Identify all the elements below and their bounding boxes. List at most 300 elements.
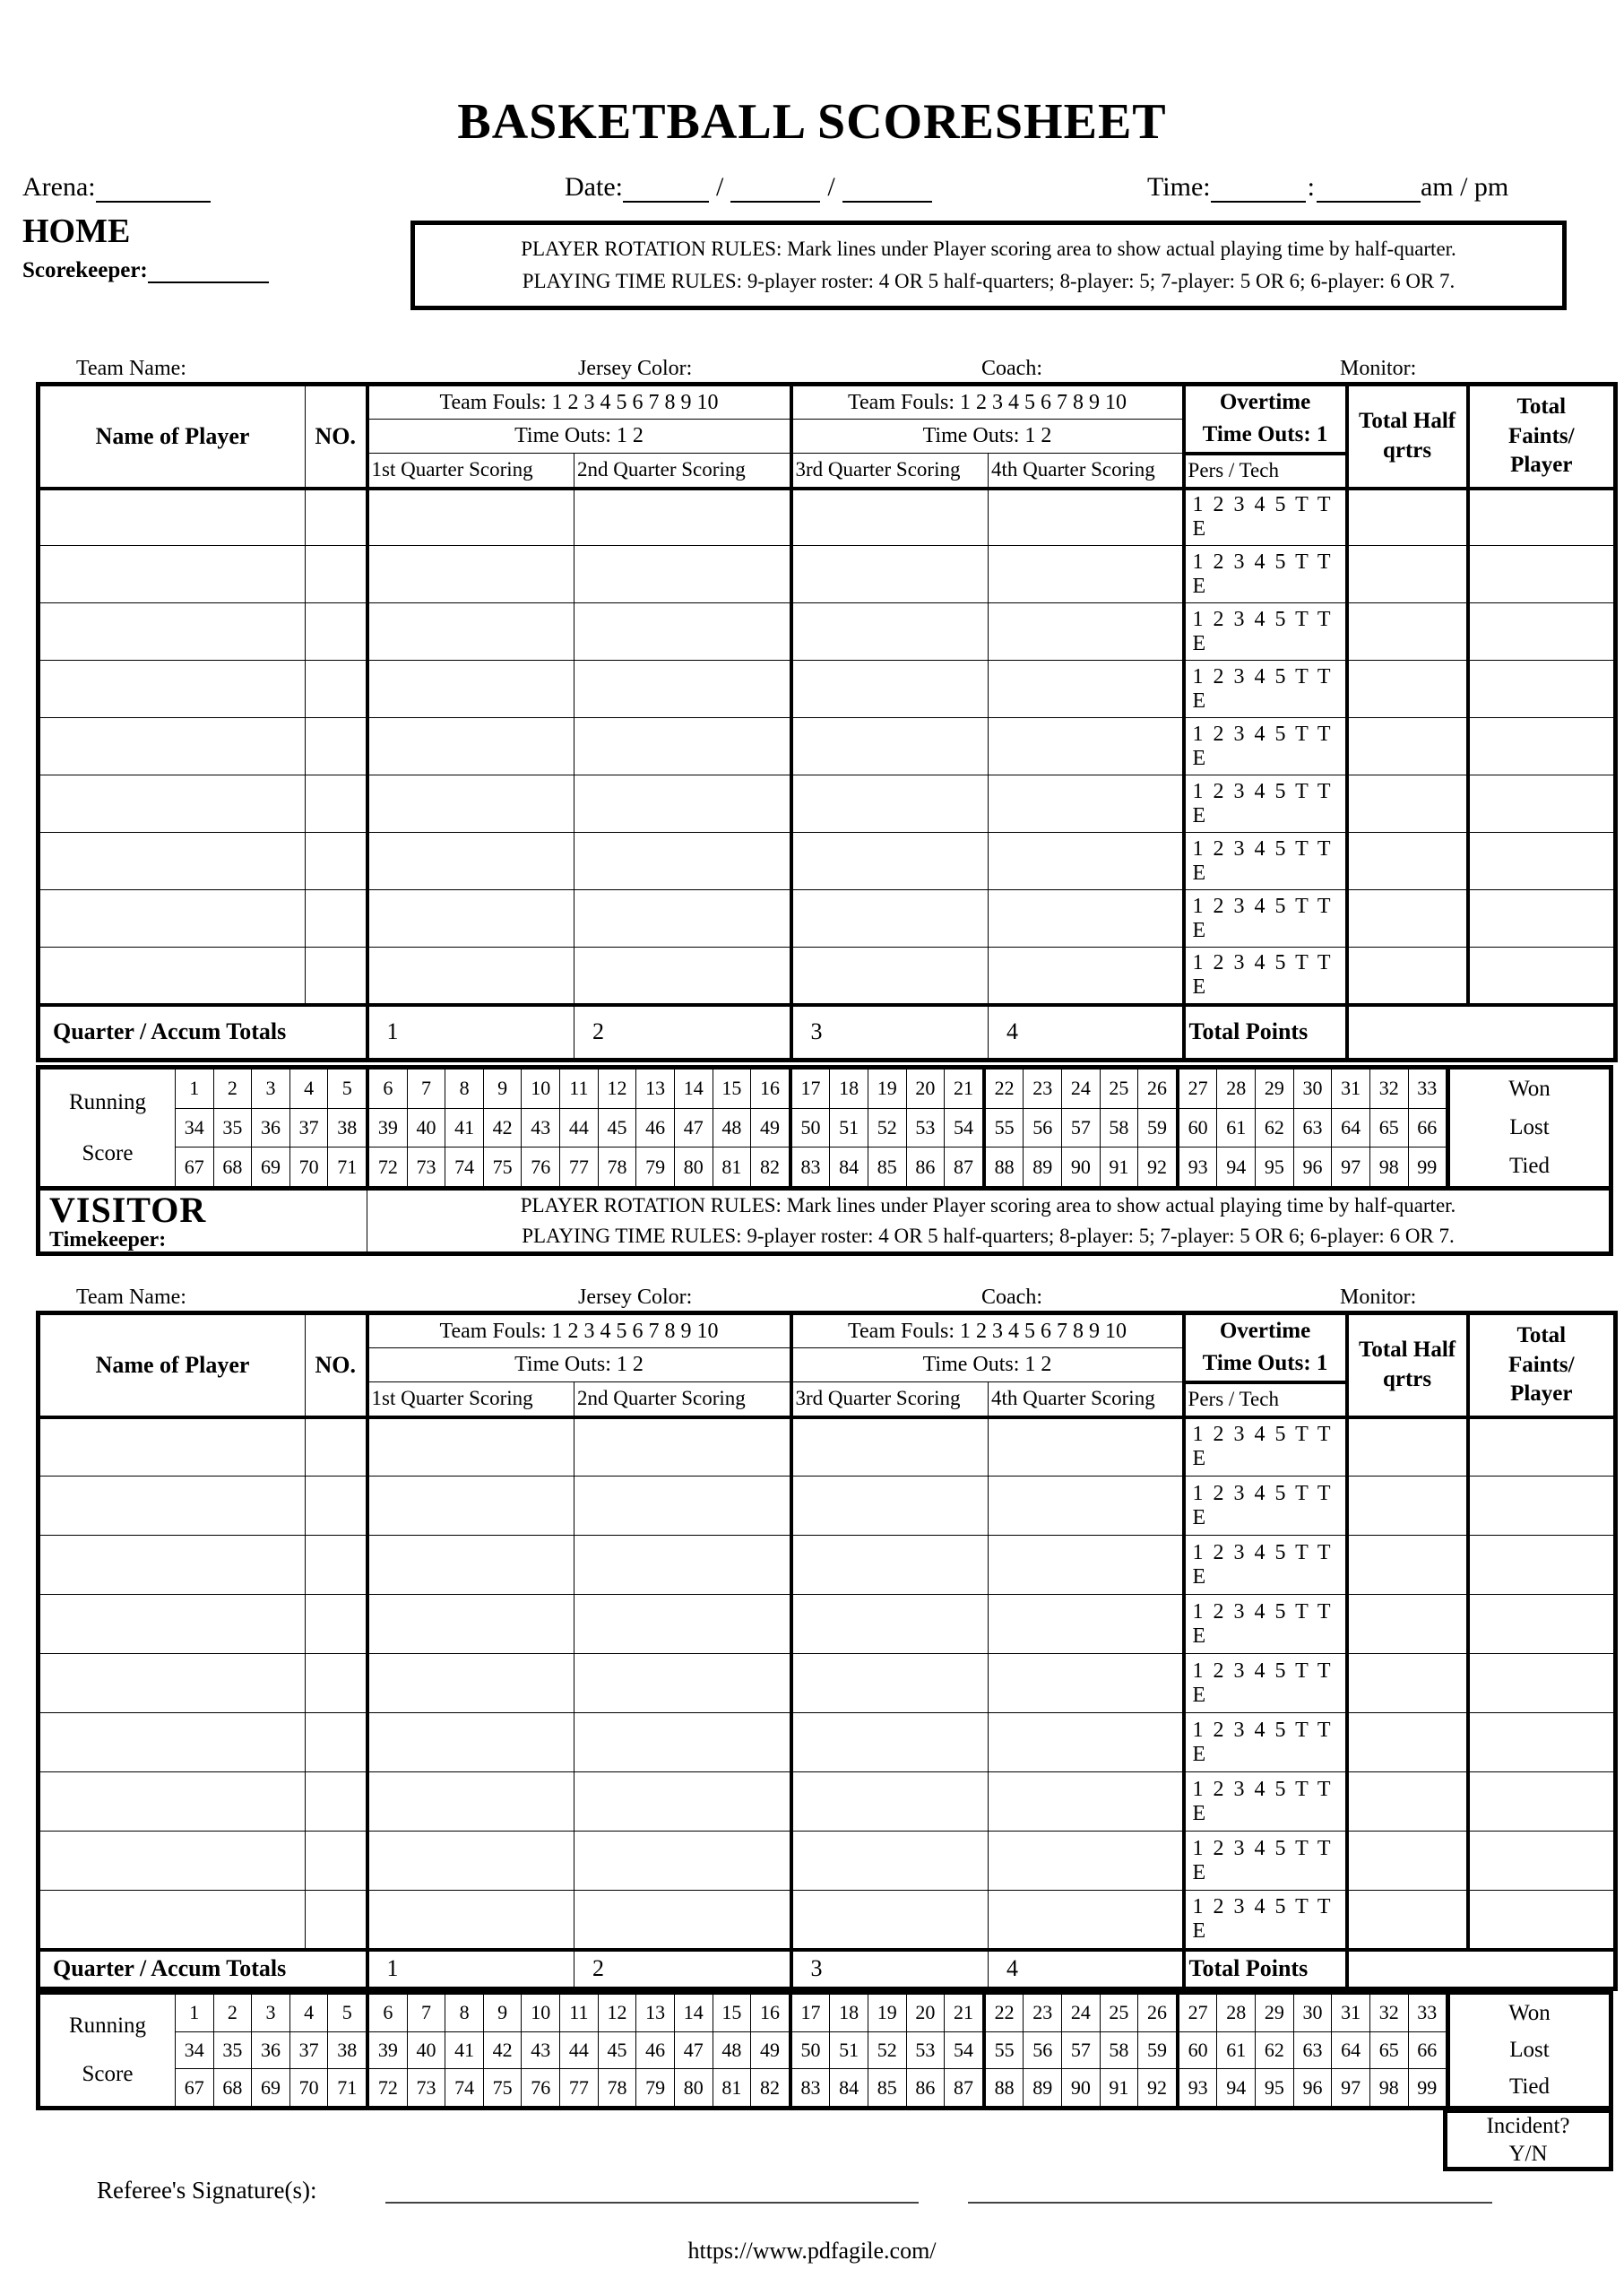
running-score-cell[interactable]: 25: [1100, 1995, 1138, 2031]
team-fouls-half1[interactable]: Team Fouls: 1 2 3 4 5 6 7 8 9 10: [367, 1313, 791, 1348]
running-score-cell[interactable]: 15: [713, 1995, 751, 2031]
running-score-cell[interactable]: 68: [213, 1148, 252, 1186]
personal-fouls-cell[interactable]: 1 2 3 4 5 T T E: [1184, 718, 1347, 775]
running-score-cell[interactable]: 74: [445, 1148, 483, 1186]
player-no-cell[interactable]: [306, 546, 367, 603]
q3-scoring-cell[interactable]: [791, 1891, 989, 1950]
q4-scoring-cell[interactable]: [989, 948, 1184, 1005]
player-no-cell[interactable]: [306, 718, 367, 775]
q4-scoring-cell[interactable]: [989, 775, 1184, 833]
q1-scoring-cell[interactable]: [367, 948, 574, 1005]
time-hour-line[interactable]: [1211, 176, 1306, 203]
referee-signature-line-1[interactable]: [385, 2202, 919, 2204]
running-score-cell[interactable]: 69: [251, 1148, 289, 1186]
running-score-cell[interactable]: 6: [366, 1070, 407, 1108]
timeouts-half2[interactable]: Time Outs: 1 2: [791, 1348, 1184, 1382]
total-half-qrtrs-cell[interactable]: [1347, 775, 1468, 833]
running-score-cell[interactable]: 45: [598, 1109, 636, 1148]
player-name-cell[interactable]: [39, 718, 306, 775]
running-score-cell[interactable]: 59: [1137, 1109, 1176, 1148]
running-score-cell[interactable]: 10: [521, 1995, 559, 2031]
q2-scoring-cell[interactable]: [574, 603, 791, 661]
running-score-cell[interactable]: 41: [445, 1109, 483, 1148]
won-option[interactable]: Won: [1508, 2000, 1551, 2025]
running-score-cell[interactable]: 28: [1216, 1995, 1255, 2031]
personal-fouls-cell[interactable]: 1 2 3 4 5 T T E: [1184, 948, 1347, 1005]
running-score-cell[interactable]: 83: [789, 2069, 830, 2106]
running-score-cell[interactable]: 9: [483, 1995, 522, 2031]
running-score-cell[interactable]: 72: [366, 2069, 407, 2106]
personal-fouls-cell[interactable]: 1 2 3 4 5 T T E: [1184, 1595, 1347, 1654]
player-name-cell[interactable]: [39, 890, 306, 948]
player-no-cell[interactable]: [306, 1891, 367, 1950]
total-faints-cell[interactable]: [1468, 833, 1616, 890]
running-score-cell[interactable]: 16: [750, 1070, 789, 1108]
q1-scoring-cell[interactable]: [367, 833, 574, 890]
running-score-cell[interactable]: 94: [1216, 2069, 1255, 2106]
q3-scoring-cell[interactable]: [791, 775, 989, 833]
running-score-cell[interactable]: 74: [445, 2069, 483, 2106]
total-faints-cell[interactable]: [1468, 661, 1616, 718]
q4-scoring-cell[interactable]: [989, 1417, 1184, 1477]
q3-scoring-cell[interactable]: [791, 1477, 989, 1536]
running-score-cell[interactable]: 2: [213, 1995, 252, 2031]
jersey-color-label[interactable]: Jersey Color:: [578, 1286, 693, 1309]
q2-scoring-cell[interactable]: [574, 948, 791, 1005]
total-half-qrtrs-cell[interactable]: [1347, 546, 1468, 603]
total-half-qrtrs-cell[interactable]: [1347, 1595, 1468, 1654]
running-score-cell[interactable]: 89: [1023, 2069, 1061, 2106]
running-score-cell[interactable]: 60: [1176, 2032, 1217, 2069]
running-score-cell[interactable]: 87: [944, 2069, 982, 2106]
q3-scoring-cell[interactable]: [791, 1772, 989, 1832]
running-score-cell[interactable]: 62: [1255, 2032, 1293, 2069]
total-faints-cell[interactable]: [1468, 1417, 1616, 1477]
running-score-cell[interactable]: 40: [407, 1109, 445, 1148]
running-score-cell[interactable]: 54: [944, 1109, 982, 1148]
scorekeeper-input-line[interactable]: [148, 260, 269, 283]
running-score-cell[interactable]: 37: [289, 1109, 328, 1148]
time-minute-line[interactable]: [1317, 176, 1421, 203]
running-score-cell[interactable]: 26: [1137, 1070, 1176, 1108]
total-points-cell[interactable]: [1347, 1005, 1616, 1061]
running-score-cell[interactable]: 93: [1176, 1148, 1217, 1186]
running-score-cell[interactable]: 27: [1176, 1995, 1217, 2031]
running-score-cell[interactable]: 18: [829, 1070, 868, 1108]
running-score-cell[interactable]: 98: [1369, 2069, 1408, 2106]
q3-scoring-cell[interactable]: [791, 1417, 989, 1477]
running-score-cell[interactable]: 3: [251, 1070, 289, 1108]
total-faints-cell[interactable]: [1468, 1832, 1616, 1891]
running-score-cell[interactable]: 39: [366, 2032, 407, 2069]
running-score-cell[interactable]: 76: [521, 2069, 559, 2106]
q4-scoring-cell[interactable]: [989, 890, 1184, 948]
player-no-cell[interactable]: [306, 948, 367, 1005]
personal-fouls-cell[interactable]: 1 2 3 4 5 T T E: [1184, 1772, 1347, 1832]
running-score-cell[interactable]: 61: [1216, 2032, 1255, 2069]
player-name-cell[interactable]: [39, 1536, 306, 1595]
personal-fouls-cell[interactable]: 1 2 3 4 5 T T E: [1184, 546, 1347, 603]
q1-scoring-cell[interactable]: [367, 775, 574, 833]
team-fouls-half1[interactable]: Team Fouls: 1 2 3 4 5 6 7 8 9 10: [367, 385, 791, 420]
q2-scoring-cell[interactable]: [574, 1595, 791, 1654]
total-faints-cell[interactable]: [1468, 603, 1616, 661]
player-name-cell[interactable]: [39, 661, 306, 718]
running-score-cell[interactable]: 46: [635, 1109, 674, 1148]
running-score-cell[interactable]: 88: [982, 1148, 1024, 1186]
q3-scoring-cell[interactable]: [791, 948, 989, 1005]
total-half-qrtrs-cell[interactable]: [1347, 890, 1468, 948]
running-score-cell[interactable]: 56: [1023, 2032, 1061, 2069]
running-score-cell[interactable]: 32: [1369, 1070, 1408, 1108]
running-score-cell[interactable]: 33: [1408, 1995, 1447, 2031]
q3-scoring-cell[interactable]: [791, 1713, 989, 1772]
running-score-cell[interactable]: 95: [1255, 1148, 1293, 1186]
q1-scoring-cell[interactable]: [367, 661, 574, 718]
total-half-qrtrs-cell[interactable]: [1347, 489, 1468, 546]
running-score-cell[interactable]: 48: [713, 1109, 751, 1148]
player-name-cell[interactable]: [39, 1595, 306, 1654]
q3-total-cell[interactable]: 3: [791, 1005, 989, 1061]
personal-fouls-cell[interactable]: 1 2 3 4 5 T T E: [1184, 1713, 1347, 1772]
player-name-cell[interactable]: [39, 1417, 306, 1477]
total-half-qrtrs-cell[interactable]: [1347, 1713, 1468, 1772]
q3-scoring-cell[interactable]: [791, 1832, 989, 1891]
running-score-cell[interactable]: 60: [1176, 1109, 1217, 1148]
q3-scoring-cell[interactable]: [791, 890, 989, 948]
running-score-cell[interactable]: 67: [175, 1148, 213, 1186]
running-score-cell[interactable]: 44: [559, 1109, 598, 1148]
running-score-cell[interactable]: 51: [829, 1109, 868, 1148]
running-score-cell[interactable]: 99: [1408, 1148, 1447, 1186]
lost-option[interactable]: Lost: [1509, 1114, 1550, 1139]
player-no-cell[interactable]: [306, 833, 367, 890]
running-score-cell[interactable]: 57: [1061, 2032, 1100, 2069]
running-score-cell[interactable]: 93: [1176, 2069, 1217, 2106]
q4-scoring-cell[interactable]: [989, 1713, 1184, 1772]
running-score-cell[interactable]: 2: [213, 1070, 252, 1108]
total-half-qrtrs-cell[interactable]: [1347, 603, 1468, 661]
incident-yn-option[interactable]: Y/N: [1508, 2142, 1548, 2166]
overtime-timeouts-label[interactable]: Time Outs: 1: [1202, 422, 1328, 447]
running-score-cell[interactable]: 66: [1408, 1109, 1447, 1148]
running-score-cell[interactable]: 7: [407, 1995, 445, 2031]
player-name-cell[interactable]: [39, 1713, 306, 1772]
total-faints-cell[interactable]: [1468, 1595, 1616, 1654]
running-score-cell[interactable]: 50: [789, 1109, 830, 1148]
running-score-cell[interactable]: 75: [483, 2069, 522, 2106]
running-score-cell[interactable]: 47: [674, 2032, 713, 2069]
running-score-cell[interactable]: 63: [1293, 2032, 1332, 2069]
player-no-cell[interactable]: [306, 890, 367, 948]
running-score-cell[interactable]: 35: [213, 2032, 252, 2069]
running-score-cell[interactable]: 82: [750, 2069, 789, 2106]
q1-scoring-cell[interactable]: [367, 718, 574, 775]
q1-scoring-cell[interactable]: [367, 546, 574, 603]
running-score-cell[interactable]: 48: [713, 2032, 751, 2069]
running-score-cell[interactable]: 19: [868, 1995, 906, 2031]
running-score-cell[interactable]: 91: [1100, 1148, 1138, 1186]
total-faints-cell[interactable]: [1468, 1536, 1616, 1595]
running-score-cell[interactable]: 19: [868, 1070, 906, 1108]
running-score-cell[interactable]: 77: [559, 1148, 598, 1186]
team-fouls-half2[interactable]: Team Fouls: 1 2 3 4 5 6 7 8 9 10: [791, 1313, 1184, 1348]
total-faints-cell[interactable]: [1468, 718, 1616, 775]
q4-scoring-cell[interactable]: [989, 833, 1184, 890]
running-score-cell[interactable]: 57: [1061, 1109, 1100, 1148]
running-score-cell[interactable]: 28: [1216, 1070, 1255, 1108]
total-faints-cell[interactable]: [1468, 489, 1616, 546]
running-score-cell[interactable]: 21: [944, 1070, 982, 1108]
total-faints-cell[interactable]: [1468, 775, 1616, 833]
running-score-cell[interactable]: 87: [944, 1148, 982, 1186]
player-no-cell[interactable]: [306, 1654, 367, 1713]
running-score-cell[interactable]: 62: [1255, 1109, 1293, 1148]
running-score-cell[interactable]: 11: [559, 1995, 598, 2031]
running-score-cell[interactable]: 71: [327, 1148, 366, 1186]
running-score-cell[interactable]: 8: [445, 1995, 483, 2031]
q4-scoring-cell[interactable]: [989, 1595, 1184, 1654]
q4-scoring-cell[interactable]: [989, 603, 1184, 661]
personal-fouls-cell[interactable]: 1 2 3 4 5 T T E: [1184, 603, 1347, 661]
running-score-cell[interactable]: 5: [327, 1995, 366, 2031]
running-score-cell[interactable]: 4: [289, 1995, 328, 2031]
q2-scoring-cell[interactable]: [574, 1536, 791, 1595]
player-name-cell[interactable]: [39, 1477, 306, 1536]
running-score-cell[interactable]: 42: [483, 1109, 522, 1148]
team-name-label[interactable]: Team Name:: [76, 1286, 186, 1309]
timekeeper-label[interactable]: Timekeeper:: [49, 1228, 167, 1251]
q2-scoring-cell[interactable]: [574, 890, 791, 948]
running-score-cell[interactable]: 97: [1331, 1148, 1369, 1186]
player-no-cell[interactable]: [306, 1772, 367, 1832]
running-score-cell[interactable]: 99: [1408, 2069, 1447, 2106]
personal-fouls-cell[interactable]: 1 2 3 4 5 T T E: [1184, 1832, 1347, 1891]
running-score-cell[interactable]: 38: [327, 2032, 366, 2069]
q2-scoring-cell[interactable]: [574, 775, 791, 833]
running-score-cell[interactable]: 64: [1331, 2032, 1369, 2069]
q1-total-cell[interactable]: 1: [367, 1950, 574, 1989]
running-score-cell[interactable]: 52: [868, 2032, 906, 2069]
monitor-label[interactable]: Monitor:: [1340, 1286, 1417, 1309]
running-score-cell[interactable]: 29: [1255, 1070, 1293, 1108]
running-score-cell[interactable]: 42: [483, 2032, 522, 2069]
date-month-line[interactable]: [730, 176, 820, 203]
running-score-cell[interactable]: 70: [289, 2069, 328, 2106]
q3-total-cell[interactable]: 3: [791, 1950, 989, 1989]
total-half-qrtrs-cell[interactable]: [1347, 1772, 1468, 1832]
running-score-cell[interactable]: 23: [1023, 1995, 1061, 2031]
running-score-cell[interactable]: 77: [559, 2069, 598, 2106]
q2-scoring-cell[interactable]: [574, 1417, 791, 1477]
running-score-cell[interactable]: 50: [789, 2032, 830, 2069]
won-option[interactable]: Won: [1508, 1076, 1551, 1101]
running-score-cell[interactable]: 69: [251, 2069, 289, 2106]
running-score-cell[interactable]: 96: [1293, 1148, 1332, 1186]
q4-scoring-cell[interactable]: [989, 489, 1184, 546]
player-name-cell[interactable]: [39, 1891, 306, 1950]
total-faints-cell[interactable]: [1468, 1772, 1616, 1832]
running-score-cell[interactable]: 49: [750, 2032, 789, 2069]
q3-scoring-cell[interactable]: [791, 661, 989, 718]
player-name-cell[interactable]: [39, 1832, 306, 1891]
lost-option[interactable]: Lost: [1509, 2037, 1550, 2062]
running-score-cell[interactable]: 20: [906, 1070, 945, 1108]
running-score-cell[interactable]: 30: [1293, 1995, 1332, 2031]
team-name-label[interactable]: Team Name:: [76, 357, 186, 380]
total-faints-cell[interactable]: [1468, 890, 1616, 948]
running-score-cell[interactable]: 66: [1408, 2032, 1447, 2069]
q2-scoring-cell[interactable]: [574, 1891, 791, 1950]
total-half-qrtrs-cell[interactable]: [1347, 718, 1468, 775]
total-half-qrtrs-cell[interactable]: [1347, 1832, 1468, 1891]
player-no-cell[interactable]: [306, 1477, 367, 1536]
q2-scoring-cell[interactable]: [574, 833, 791, 890]
q1-scoring-cell[interactable]: [367, 1536, 574, 1595]
running-score-cell[interactable]: 78: [598, 1148, 636, 1186]
running-score-cell[interactable]: 53: [906, 2032, 945, 2069]
overtime-timeouts-label[interactable]: Time Outs: 1: [1202, 1351, 1328, 1376]
q3-scoring-cell[interactable]: [791, 489, 989, 546]
q2-total-cell[interactable]: 2: [574, 1005, 791, 1061]
personal-fouls-cell[interactable]: 1 2 3 4 5 T T E: [1184, 1536, 1347, 1595]
q1-scoring-cell[interactable]: [367, 489, 574, 546]
running-score-cell[interactable]: 1: [175, 1995, 213, 2031]
player-name-cell[interactable]: [39, 546, 306, 603]
running-score-cell[interactable]: 17: [789, 1995, 830, 2031]
running-score-cell[interactable]: 56: [1023, 1109, 1061, 1148]
total-half-qrtrs-cell[interactable]: [1347, 833, 1468, 890]
running-score-cell[interactable]: 25: [1100, 1070, 1138, 1108]
q4-total-cell[interactable]: 4: [989, 1005, 1184, 1061]
q3-scoring-cell[interactable]: [791, 833, 989, 890]
running-score-cell[interactable]: 86: [906, 2069, 945, 2106]
jersey-color-label[interactable]: Jersey Color:: [578, 357, 693, 380]
q1-scoring-cell[interactable]: [367, 890, 574, 948]
q3-scoring-cell[interactable]: [791, 1536, 989, 1595]
running-score-cell[interactable]: 10: [521, 1070, 559, 1108]
running-score-cell[interactable]: 36: [251, 1109, 289, 1148]
q1-scoring-cell[interactable]: [367, 1595, 574, 1654]
running-score-cell[interactable]: 86: [906, 1148, 945, 1186]
running-score-cell[interactable]: 82: [750, 1148, 789, 1186]
player-no-cell[interactable]: [306, 1417, 367, 1477]
running-score-cell[interactable]: 92: [1137, 2069, 1176, 2106]
q2-scoring-cell[interactable]: [574, 1713, 791, 1772]
q1-scoring-cell[interactable]: [367, 1713, 574, 1772]
total-half-qrtrs-cell[interactable]: [1347, 1654, 1468, 1713]
running-score-cell[interactable]: 24: [1061, 1995, 1100, 2031]
running-score-cell[interactable]: 16: [750, 1995, 789, 2031]
running-score-cell[interactable]: 65: [1369, 1109, 1408, 1148]
q4-total-cell[interactable]: 4: [989, 1950, 1184, 1989]
player-name-cell[interactable]: [39, 775, 306, 833]
q4-scoring-cell[interactable]: [989, 1891, 1184, 1950]
running-score-cell[interactable]: 41: [445, 2032, 483, 2069]
running-score-cell[interactable]: 17: [789, 1070, 830, 1108]
running-score-cell[interactable]: 20: [906, 1995, 945, 2031]
q3-scoring-cell[interactable]: [791, 1595, 989, 1654]
q2-scoring-cell[interactable]: [574, 1772, 791, 1832]
running-score-cell[interactable]: 89: [1023, 1148, 1061, 1186]
q1-scoring-cell[interactable]: [367, 1477, 574, 1536]
running-score-cell[interactable]: 80: [674, 2069, 713, 2106]
running-score-cell[interactable]: 36: [251, 2032, 289, 2069]
total-faints-cell[interactable]: [1468, 546, 1616, 603]
running-score-cell[interactable]: 14: [674, 1070, 713, 1108]
player-name-cell[interactable]: [39, 489, 306, 546]
player-no-cell[interactable]: [306, 1595, 367, 1654]
total-half-qrtrs-cell[interactable]: [1347, 1891, 1468, 1950]
running-score-cell[interactable]: 31: [1331, 1070, 1369, 1108]
running-score-cell[interactable]: 1: [175, 1070, 213, 1108]
running-score-cell[interactable]: 34: [175, 1109, 213, 1148]
running-score-cell[interactable]: 94: [1216, 1148, 1255, 1186]
running-score-cell[interactable]: 92: [1137, 1148, 1176, 1186]
running-score-cell[interactable]: 81: [713, 2069, 751, 2106]
q1-scoring-cell[interactable]: [367, 603, 574, 661]
q4-scoring-cell[interactable]: [989, 1832, 1184, 1891]
running-score-cell[interactable]: 61: [1216, 1109, 1255, 1148]
player-name-cell[interactable]: [39, 1772, 306, 1832]
running-score-cell[interactable]: 3: [251, 1995, 289, 2031]
total-half-qrtrs-cell[interactable]: [1347, 948, 1468, 1005]
q4-scoring-cell[interactable]: [989, 1654, 1184, 1713]
total-faints-cell[interactable]: [1468, 1477, 1616, 1536]
personal-fouls-cell[interactable]: 1 2 3 4 5 T T E: [1184, 775, 1347, 833]
q1-scoring-cell[interactable]: [367, 1772, 574, 1832]
running-score-cell[interactable]: 22: [982, 1995, 1024, 2031]
q2-scoring-cell[interactable]: [574, 718, 791, 775]
coach-label[interactable]: Coach:: [981, 1286, 1042, 1309]
q2-scoring-cell[interactable]: [574, 1477, 791, 1536]
running-score-cell[interactable]: 73: [407, 1148, 445, 1186]
running-score-cell[interactable]: 30: [1293, 1070, 1332, 1108]
q3-scoring-cell[interactable]: [791, 603, 989, 661]
total-faints-cell[interactable]: [1468, 1891, 1616, 1950]
running-score-cell[interactable]: 85: [868, 2069, 906, 2106]
running-score-cell[interactable]: 84: [829, 2069, 868, 2106]
total-faints-cell[interactable]: [1468, 1713, 1616, 1772]
running-score-cell[interactable]: 78: [598, 2069, 636, 2106]
running-score-cell[interactable]: 53: [906, 1109, 945, 1148]
team-fouls-half2[interactable]: Team Fouls: 1 2 3 4 5 6 7 8 9 10: [791, 385, 1184, 420]
running-score-cell[interactable]: 26: [1137, 1995, 1176, 2031]
coach-label[interactable]: Coach:: [981, 357, 1042, 380]
q4-scoring-cell[interactable]: [989, 546, 1184, 603]
player-no-cell[interactable]: [306, 489, 367, 546]
running-score-cell[interactable]: 59: [1137, 2032, 1176, 2069]
player-name-cell[interactable]: [39, 603, 306, 661]
q2-scoring-cell[interactable]: [574, 661, 791, 718]
q1-scoring-cell[interactable]: [367, 1891, 574, 1950]
running-score-cell[interactable]: 68: [213, 2069, 252, 2106]
total-faints-cell[interactable]: [1468, 1654, 1616, 1713]
running-score-cell[interactable]: 8: [445, 1070, 483, 1108]
arena-input-line[interactable]: [96, 176, 211, 203]
running-score-cell[interactable]: 35: [213, 1109, 252, 1148]
running-score-cell[interactable]: 38: [327, 1109, 366, 1148]
running-score-cell[interactable]: 33: [1408, 1070, 1447, 1108]
running-score-cell[interactable]: 31: [1331, 1995, 1369, 2031]
total-half-qrtrs-cell[interactable]: [1347, 1417, 1468, 1477]
running-score-cell[interactable]: 58: [1100, 1109, 1138, 1148]
date-day-line[interactable]: [623, 176, 709, 203]
running-score-cell[interactable]: 47: [674, 1109, 713, 1148]
running-score-cell[interactable]: 72: [366, 1148, 407, 1186]
running-score-cell[interactable]: 84: [829, 1148, 868, 1186]
player-no-cell[interactable]: [306, 1713, 367, 1772]
